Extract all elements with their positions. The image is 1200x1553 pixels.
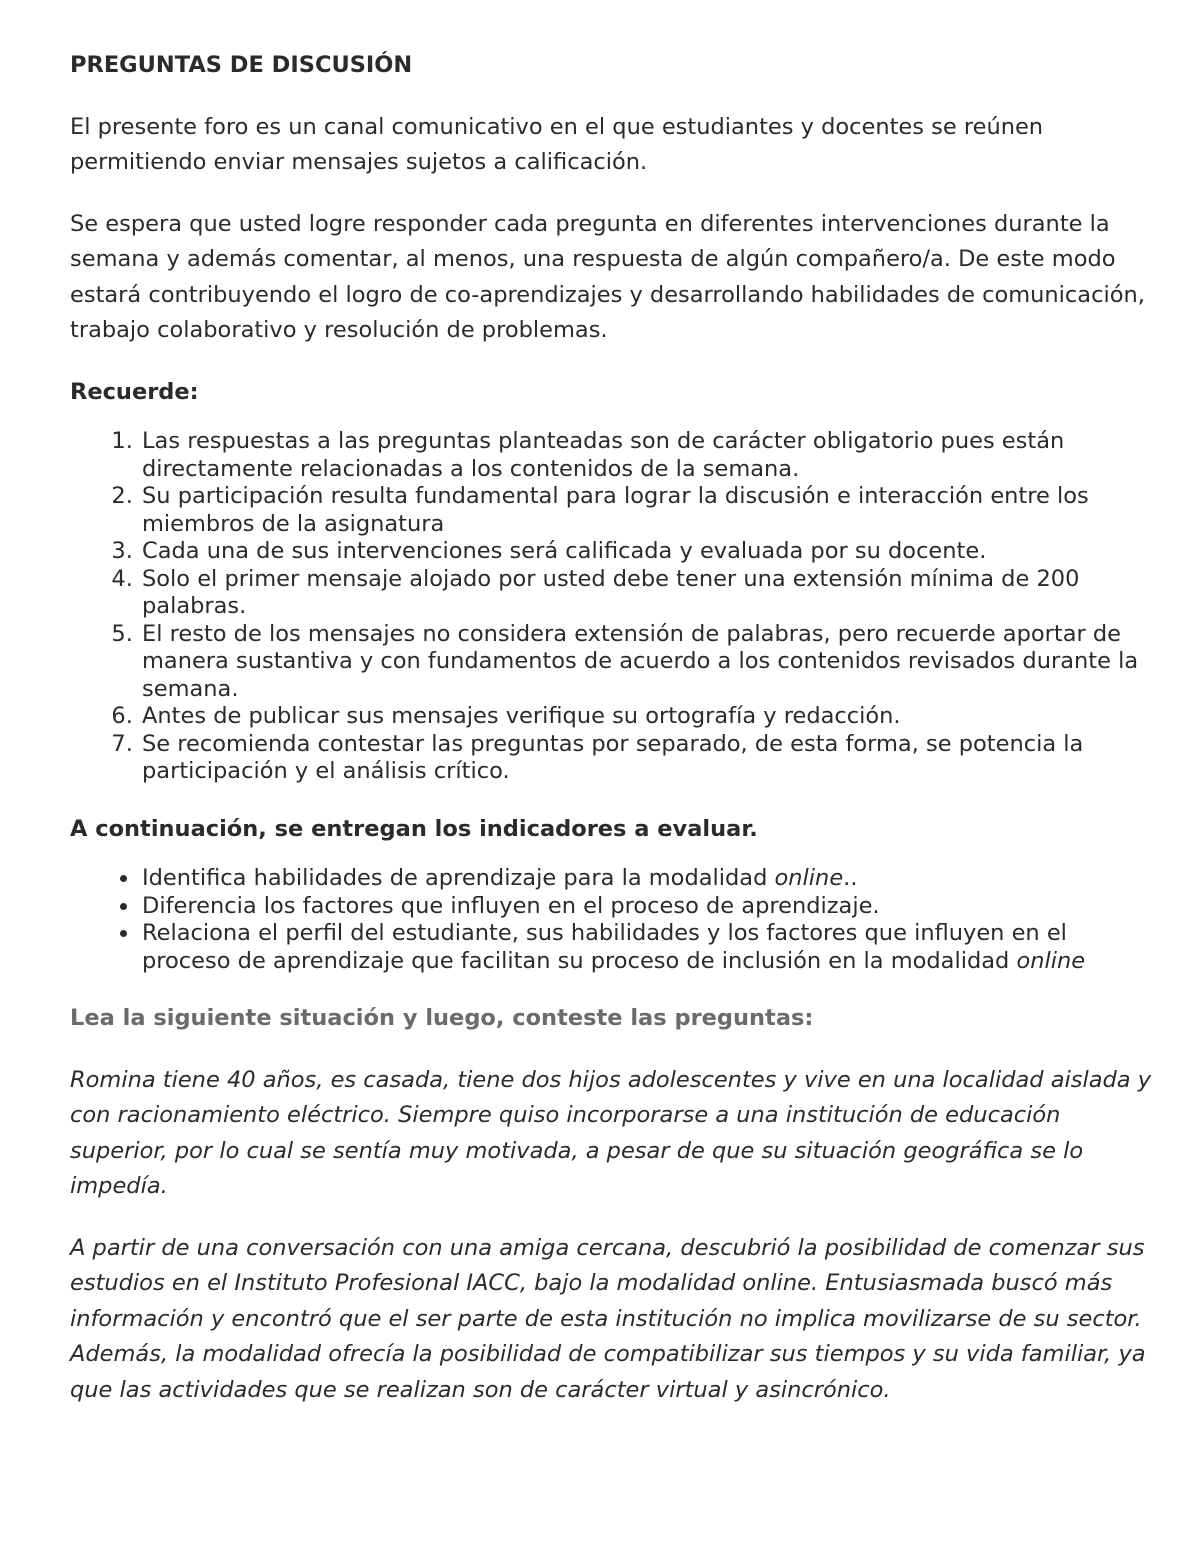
remember-heading: Recuerde: [70,378,199,405]
indicator-emphasis: online [1016,947,1086,974]
remember-list [70,428,1160,786]
intro-paragraph: El presente foro es un canal comunicativo en el que estudiantes y docentes se reúnen permitiendo enviar mensajes sujetos a calificación. [70,113,1044,175]
situation-paragraph: Romina tiene 40 años, es casada, tiene dos hijos adolescentes y vive en una localidad aislada y con racionamiento eléctrico. Siempre quiso incorporarse a una institución de educación superior, por lo cual se sentía muy motivada, a pesar de que su situación geográfica se lo impedía. [70,1066,1152,1199]
indicator-text: Diferencia los factores que influyen en el proceso de aprendizaje. [142,892,880,919]
list-item [140,920,1160,975]
indicators-list [70,865,1160,975]
situation-heading: Lea la siguiente situación y luego, conteste las preguntas: [70,1005,814,1031]
list-item: 5. El resto de los mensajes no considera extensión de palabras, pero recuerde aportar de manera sustantiva y con fundamentos de acuerdo a los contenidos revisados durante la semana. [140,621,1160,704]
list-item: 4. Solo el primer mensaje alojado por usted debe tener una extensión mínima de 200 palabras. [140,566,1160,621]
intro-paragraph: Se espera que usted logre responder cada pregunta en diferentes intervenciones durante la semana y además comentar, al menos, una respuesta de algún compañero/a. De este modo estará contribuyendo el logro de co-aprendizajes y desarrollando habilidades de comunicación, trabajo colaborativo y resolución de problemas. [70,210,1145,343]
indicator-suffix: .. [843,865,858,891]
list-item [140,893,1160,921]
list-item: 7. Se recomienda contestar las preguntas por separado, de esta forma, se potencia la participación y el análisis crítico. [140,731,1160,786]
list-item: 6. Antes de publicar sus mensajes verifique su ortografía y redacción. [140,703,1160,731]
list-item: 2. Su participación resulta fundamental para lograr la discusión e interacción entre los miembros de la asignatura [140,483,1160,538]
indicator-text: Relaciona el perfil del estudiante, sus habilidades y los factores que influyen en el proceso de aprendizaje que facilitan su proceso de inclusión en la modalidad [142,920,1067,974]
list-item: 1. Las respuestas a las preguntas planteadas son de carácter obligatorio pues están directamente relacionadas a los contenidos de la semana. [140,428,1160,483]
page-title: PREGUNTAS DE DISCUSIÓN [70,52,413,78]
situation-paragraph: A partir de una conversación con una amiga cercana, descubrió la posibilidad de comenzar sus estudios en el Instituto Profesional IACC, bajo la modalidad online. Entusiasmada buscó más información y encontró que el ser parte de esta institución no implica movilizarse de su sector. Además, la modalidad ofrecía la posibilidad de compatibilizar sus tiempos y su vida familiar, ya que las actividades que se realizan son de carácter virtual y asincrónico. [70,1234,1146,1403]
list-item [140,865,1160,893]
indicator-emphasis: online [774,865,844,891]
indicator-text: Identifica habilidades de aprendizaje para la modalidad [142,865,775,891]
document-page [70,48,1160,1434]
list-item: 3. Cada una de sus intervenciones será calificada y evaluada por su docente. [140,538,1160,566]
indicators-heading: A continuación, se entregan los indicadores a evaluar. [70,815,758,842]
